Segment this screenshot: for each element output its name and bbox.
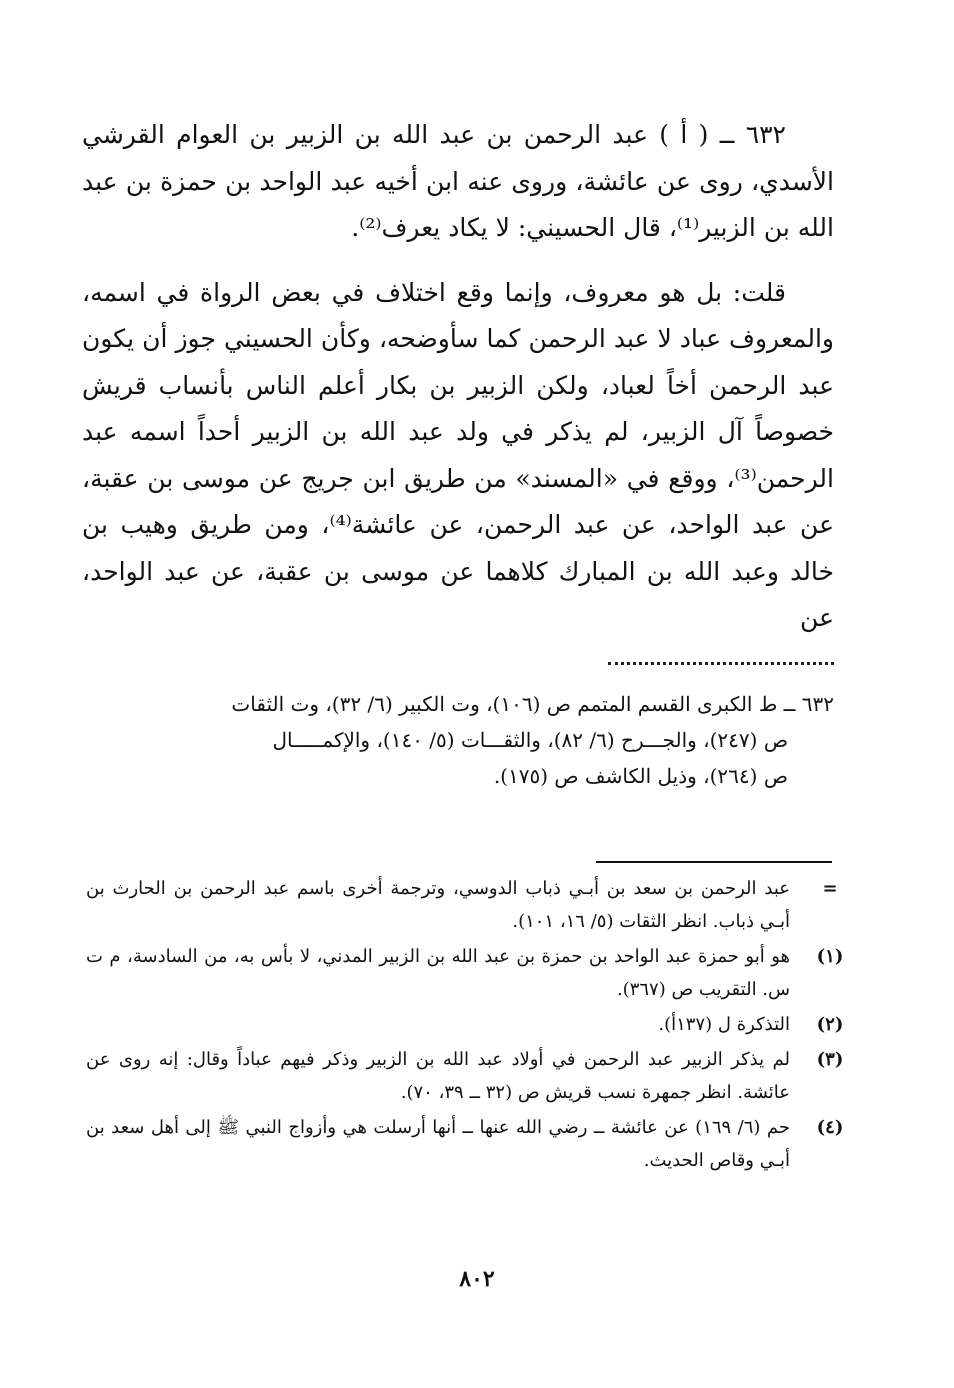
- footnote-text: هو أبو حمزة عبد الواحد بن حمزة بن عبد الله بن الزبير المدني، لا بأس به، من السادسة، م ت س. التقريب ص (٣٦٧).: [86, 946, 790, 1000]
- footnote-marker: =: [822, 878, 838, 899]
- dotted-separator: [608, 662, 834, 675]
- footnotes: [86, 872, 850, 1177]
- sources-line: ص (٢٤٧)، والجـــرح (٦/ ٨٢)، والثقـــات (٥/ ١٤٠)، والإكمـــــال: [272, 728, 788, 752]
- footnote-rule: [596, 861, 832, 863]
- paragraph-entry-632: ٦٣٢ ــ ( أ ) عبد الرحمن بن عبد الله بن الزبير بن العوام القرشي الأسدي، روى عن عائشة، وروى عنه ابن أخيه عبد الواحد بن حمزة بن عبد الله بن الزبير⁽¹⁾، قال الحسيني: لا يكاد يعرف⁽²⁾.: [82, 120, 834, 242]
- footnote-continuation: [86, 872, 850, 938]
- footnote-1: [86, 940, 850, 1006]
- footnote-3: [86, 1043, 850, 1109]
- footnote-text: حم (٦/ ١٦٩) عن عائشة ــ رضي الله عنها ــ أنها أرسلت هي وأزواج النبي ﷺ إلى أهل سعد بن أبـي وقاص الحديث.: [86, 1117, 790, 1171]
- footnote-4: [86, 1111, 850, 1177]
- footnote-marker: (٢): [816, 1014, 844, 1035]
- footnote-text: التذكرة ل (١٣٧أ).: [658, 1014, 790, 1035]
- footnote-text: لم يذكر الزبير عبد الرحمن في أولاد عبد الله بن الزبير وذكر فيهم عباداً وقال: إنه روى عن عائشة. انظر جمهرة نسب قريش ص (٣٢ ــ ٣٩، ٧٠).: [86, 1049, 790, 1103]
- footnote-text: عبد الرحمن بن سعد بن أبـي ذباب الدوسي، وترجمة أخرى باسم عبد الرحمن بن الحارث بن أبـي ذباب. انظر الثقات (٥/ ١٦، ١٠١).: [86, 878, 790, 932]
- footnote-marker: (٤): [816, 1117, 844, 1138]
- sources-line: ٦٣٢ ــ ط الكبرى القسم المتمم ص (١٠٦)، وت الكبير (٦/ ٣٢)، وت الثقات: [231, 692, 834, 716]
- main-text: [82, 112, 834, 642]
- footnote-2: [86, 1008, 850, 1041]
- sources-block: [92, 686, 834, 794]
- footnote-marker: (٣): [816, 1049, 844, 1070]
- page-number: ٨٠٢: [459, 1266, 495, 1292]
- paragraph-comment: قلت: بل هو معروف، وإنما وقع اختلاف في بعض الرواة في اسمه، والمعروف عباد لا عبد الرحمن كما سأوضحه، وكأن الحسيني جوز أن يكون عبد الرحمن أخاً لعباد، ولكن الزبير بن بكار أعلم الناس بأنساب قريش خصوصاً آل الزبير، لم يذكر في ولد عبد الله بن الزبير أحداً اسمه عبد الرحمن⁽³⁾، ووقع في «المسند» من طريق ابن جريج عن موسى بن عقبة، عن عبد الواحد، عن عبد الرحمن، عن عائشة⁽⁴⁾، ومن طريق وهيب بن خالد وعبد الله بن المبارك كلاهما عن موسى بن عقبة، عن عبد الواحد، عن: [82, 277, 834, 632]
- footnote-marker: (١): [816, 946, 844, 967]
- sources-line: ص (٢٦٤)، وذيل الكاشف ص (١٧٥).: [493, 764, 788, 788]
